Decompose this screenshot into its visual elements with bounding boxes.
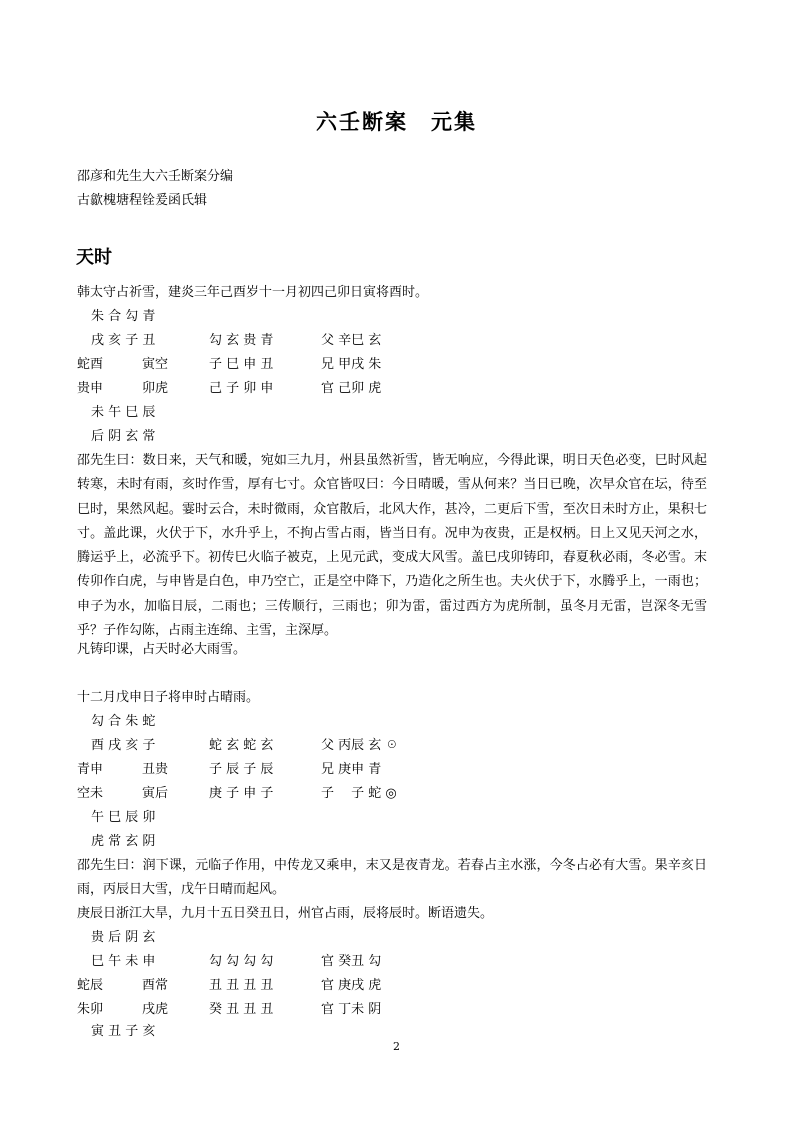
four-lessons-row: 丑 丑 丑 丑 bbox=[209, 978, 274, 993]
document-title: 六壬断案 元集 bbox=[316, 110, 477, 134]
transmission-row: 子 子 蛇 ◎ bbox=[321, 786, 397, 801]
case-intro: 十二月戊申日子将申时占晴雨。 bbox=[77, 690, 260, 705]
transmission-row: 父 辛巳 玄 bbox=[321, 333, 382, 348]
case-commentary: 邵先生曰：数日来，天气和暖，宛如三九月，州县虽然祈雪，皆无响应，今得此课，明日天色必变，巳时风起转寒，未时有雨，亥时作雪，厚有七寸。众官皆叹曰：今日晴暖，雪从何来？当日已晚，次早众官在坛，待至巳时，果然风起。霎时云合，未时微雨，众官散后，北风大作，甚冷，二更后下雪，至次日未时方止，果积七寸。盖此课，火伏于下，水升乎上，不拘占雪占雨，皆当日有。况申为夜贵，正是权柄。日上又见天河之水，腾运乎上，必流乎下。初传巳火临子被克，上见元武，变成大风雪。盖巳戌卯铸印，春夏秋必雨，冬必雪。末传卯作白虎，与申皆是白色，申乃空亡，正是空中降下，乃造化之所生也。夫火伏于下，水腾乎上，一雨也；申子为水，加临日辰，二雨也；三传顺行，三雨也；卯为雷，雷过西方为虎所制，虽冬月无雷，岂深冬无雪乎？子作勾陈，占雨主连绵、主雪，主深厚。 bbox=[77, 453, 707, 639]
chart-bottom-gods: 后 阴 玄 常 bbox=[91, 429, 156, 444]
chart-branch-row: 蛇酉 寅空 bbox=[77, 357, 169, 372]
chart-branch-row: 蛇辰 酉常 bbox=[77, 978, 169, 993]
transmission-row: 官 丁未 阴 bbox=[321, 1002, 382, 1017]
chart-bottom-branches: 午 巳 辰 卯 bbox=[91, 810, 156, 825]
transmission-row: 父 丙辰 玄 ☉ bbox=[321, 738, 399, 753]
four-lessons-row: 勾 玄 贵 青 bbox=[209, 333, 274, 348]
transmission-row: 兄 甲戌 朱 bbox=[321, 357, 382, 372]
chart-branch-row: 贵申 卯虎 bbox=[77, 381, 169, 396]
four-lessons-row: 癸 丑 丑 丑 bbox=[209, 1002, 274, 1017]
four-lessons-row: 蛇 玄 蛇 玄 bbox=[209, 738, 274, 753]
chart-bottom-gods: 虎 常 玄 阴 bbox=[91, 834, 156, 849]
chart-top-gods: 勾 合 朱 蛇 bbox=[91, 714, 156, 729]
case-intro: 韩太守占祈雪，建炎三年己酉岁十一月初四己卯日寅将酉时。 bbox=[77, 285, 429, 300]
transmission-row: 官 癸丑 勾 bbox=[321, 954, 382, 969]
four-lessons-row: 己 子 卯 申 bbox=[209, 381, 274, 396]
case-commentary: 邵先生曰：润下课，元临子作用，中传龙又乘申，末又是夜青龙。若春占主水涨，今冬占必有大雪。果辛亥日雨，丙辰日大雪，戊午日晴而起风。 bbox=[77, 858, 707, 898]
transmission-row: 兄 庚申 青 bbox=[321, 762, 382, 777]
chart-top-gods: 朱 合 勾 青 bbox=[91, 309, 156, 324]
case-conclusion: 凡铸印课，占天时必大雨雪。 bbox=[77, 642, 247, 657]
transmission-row: 官 庚戌 虎 bbox=[321, 978, 382, 993]
chart-top-gods: 贵 后 阴 玄 bbox=[91, 930, 156, 945]
four-lessons-row: 庚 子 申 子 bbox=[209, 786, 274, 801]
chart-bottom-branches: 未 午 巳 辰 bbox=[91, 405, 156, 420]
four-lessons-row: 勾 勾 勾 勾 bbox=[209, 954, 274, 969]
chart-branch-row: 朱卯 戌虎 bbox=[77, 1002, 169, 1017]
chart-branch-row: 巳 午 未 申 bbox=[91, 954, 156, 969]
author-line: 邵彦和先生大六壬断案分编 bbox=[77, 169, 234, 184]
chart-branch-row: 酉 戌 亥 子 bbox=[91, 738, 156, 753]
chart-branch-row: 戌 亥 子 丑 bbox=[91, 333, 156, 348]
four-lessons-row: 子 巳 申 丑 bbox=[209, 357, 274, 372]
transmission-row: 官 己卯 虎 bbox=[321, 381, 382, 396]
chart-branch-row: 青申 丑贵 bbox=[77, 762, 169, 777]
compiler-line: 古歙槐塘程铨爰函氏辑 bbox=[77, 193, 208, 208]
chart-bottom-branches: 寅 丑 子 亥 bbox=[91, 1024, 156, 1039]
four-lessons-row: 子 辰 子 辰 bbox=[209, 762, 274, 777]
page-number: 2 bbox=[393, 1040, 400, 1053]
chart-branch-row: 空未 寅后 bbox=[77, 786, 169, 801]
case-intro: 庚辰日浙江大旱，九月十五日癸丑日，州官占雨，辰将辰时。断语遗失。 bbox=[77, 906, 494, 921]
section-heading: 天时 bbox=[76, 247, 112, 268]
